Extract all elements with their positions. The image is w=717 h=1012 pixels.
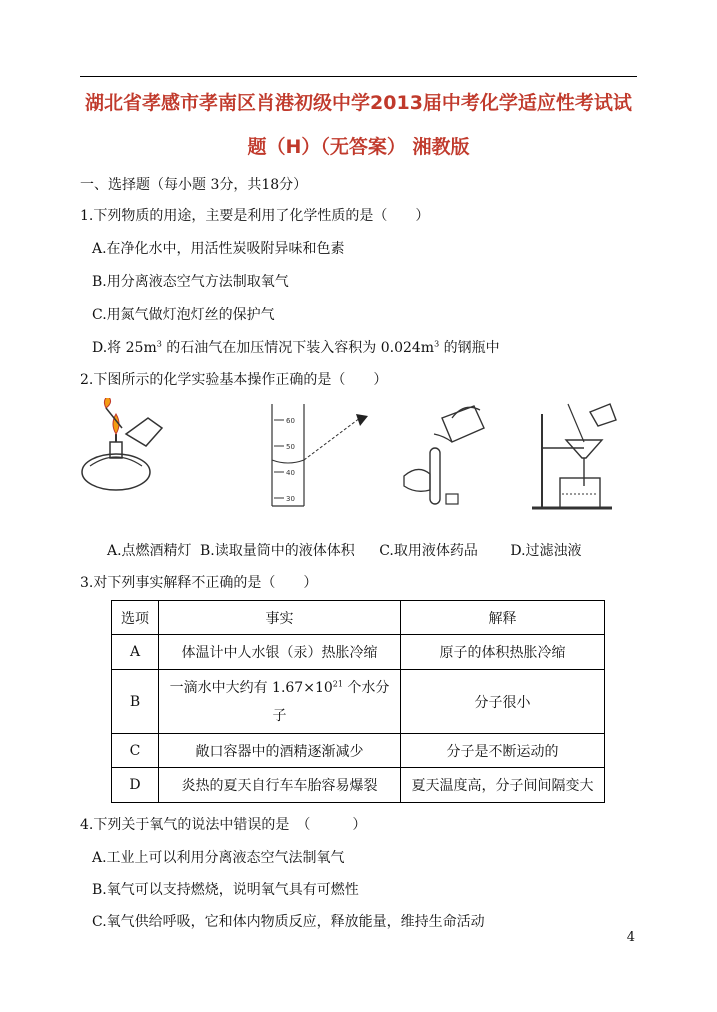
question-4-option-b: B.氧气可以支持燃烧，说明氧气具有可燃性 xyxy=(92,882,359,898)
row-d-fact: 炎热的夏天自行车车胎容易爆裂 xyxy=(159,768,401,803)
caption-d: D.过滤浊液 xyxy=(510,543,582,559)
question-1-option-a: A.在净化水中，用活性炭吸附异味和色素 xyxy=(92,241,345,257)
page-title-line-1: 湖北省孝感市孝南区肖港初级中学2013届中考化学适应性考试试 xyxy=(85,92,632,114)
header-fact: 事实 xyxy=(159,601,401,635)
graduated-cylinder-figure xyxy=(264,398,374,513)
header-rule xyxy=(80,76,637,77)
cylinder-tick-30: 30 xyxy=(286,495,295,503)
question-3-stem: 3.对下列事实解释不正确的是（ ） xyxy=(80,575,318,591)
row-c-fact: 敞口容器中的酒精逐渐减少 xyxy=(159,734,401,768)
cylinder-tick-40: 40 xyxy=(286,469,295,477)
option-d-text-2: 的石油气在加压情况下装入容积为 0.024m xyxy=(161,340,435,356)
cylinder-tick-60: 60 xyxy=(286,417,295,425)
row-a-fact: 体温计中人水银（汞）热胀冷缩 xyxy=(159,635,401,670)
question-4-stem: 4.下列关于氧气的说法中错误的是 （ ） xyxy=(80,817,367,833)
table-row xyxy=(112,635,605,670)
question-2-stem: 2.下图所示的化学实验基本操作正确的是（ ） xyxy=(80,372,388,388)
question-2-figures xyxy=(76,398,636,523)
row-b-explain: 分子很小 xyxy=(401,670,605,734)
option-d-text-1: D.将 25m xyxy=(92,340,157,356)
question-1-option-c: C.用氮气做灯泡灯丝的保护气 xyxy=(92,307,275,323)
row-b-fact xyxy=(159,670,401,734)
page-title-line-2: 题（H）（无答案） 湘教版 xyxy=(247,136,470,158)
table-row xyxy=(112,734,605,768)
question-1-option-d xyxy=(92,337,500,357)
caption-a: A.点燃酒精灯 xyxy=(107,543,192,559)
row-c-option: C xyxy=(112,734,159,768)
option-d-superscript-1: 3 xyxy=(156,339,162,349)
row-b-fact-superscript: 21 xyxy=(332,678,343,688)
table-row xyxy=(112,670,605,734)
cylinder-tick-50: 50 xyxy=(286,443,295,451)
filtration-figure xyxy=(520,398,630,518)
section-heading: 一、选择题（每小题 3分，共18分） xyxy=(80,177,308,193)
row-c-explain: 分子是不断运动的 xyxy=(401,734,605,768)
alcohol-lamp-figure xyxy=(76,398,166,498)
row-d-explain: 夏天温度高，分子间间隔变大 xyxy=(401,768,605,803)
caption-c: C.取用液体药品 xyxy=(379,543,478,559)
caption-b: B.读取量筒中的液体体积 xyxy=(200,543,355,559)
table-header-row xyxy=(112,601,605,635)
pouring-liquid-figure xyxy=(392,398,492,518)
row-b-fact-text-1: 一滴水中大约有 1.67×10 xyxy=(169,679,333,696)
header-option: 选项 xyxy=(112,601,159,635)
option-d-superscript-2: 3 xyxy=(434,339,440,349)
row-b-fact-text-2: 个水分子 xyxy=(272,679,390,724)
question-4-option-c: C.氧气供给呼吸，它和体内物质反应，释放能量，维持生命活动 xyxy=(92,914,485,930)
row-a-option: A xyxy=(112,635,159,670)
row-d-option: D xyxy=(112,768,159,803)
row-a-explain: 原子的体积热胀冷缩 xyxy=(401,635,605,670)
question-1-stem: 1.下列物质的用途，主要是利用了化学性质的是（ ） xyxy=(80,208,430,224)
question-1-option-b: B.用分离液态空气方法制取氧气 xyxy=(92,274,289,290)
question-2-captions xyxy=(107,540,582,560)
row-b-option: B xyxy=(112,670,159,734)
facts-table xyxy=(111,600,605,803)
table-row xyxy=(112,768,605,803)
question-4-option-a: A.工业上可以利用分离液态空气法制氧气 xyxy=(92,850,345,866)
option-d-text-3: 的钢瓶中 xyxy=(439,340,500,356)
header-explain: 解释 xyxy=(401,601,605,635)
page-number: 4 xyxy=(626,930,635,945)
